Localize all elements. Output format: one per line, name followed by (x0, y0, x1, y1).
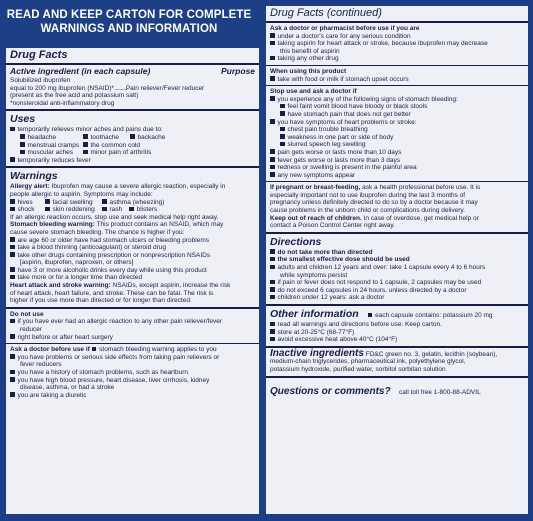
bullet-icon (20, 150, 25, 155)
questions-header: Questions or comments? (270, 385, 391, 397)
bullet-icon (270, 56, 275, 61)
text-fragment: you are taking a diuretic (17, 391, 87, 399)
text-fragment: have stomach pain that does not get better (287, 110, 411, 118)
allergy-after: If an allergic reaction occurs, stop use and seek medical help right away. (10, 213, 219, 221)
text-fragment: chest pain trouble breathing (287, 126, 368, 134)
directions-section (266, 234, 528, 306)
text-fragment: FD&C green no. 3, gelatin, lecithin (soybean), (363, 350, 498, 358)
stop-use-section (266, 86, 528, 182)
stop-use-item (270, 103, 524, 111)
active-ingredient-label: Active ingredient (in each capsule) (10, 66, 151, 76)
pharm-item (270, 55, 524, 63)
text-fragment: Ibuprofen may cause a severe allergic reaction, especially in (51, 183, 226, 191)
allergy-row (10, 206, 255, 214)
do-not-use-item (10, 334, 255, 342)
text-fragment: have 3 or more alcoholic drinks every day while using this product (17, 266, 207, 274)
text-fragment: you have high blood pressure, heart disease, liver cirrhosis, kidney (17, 376, 210, 384)
other-info-potassium (368, 312, 493, 319)
heart-text: higher if you use more than directed or for longer than directed. (10, 297, 192, 305)
stomach-warning (10, 221, 255, 229)
stomach-item (10, 252, 255, 260)
bullet-icon (10, 267, 15, 272)
allergy-text: people allergic to aspirin. Symptoms may include: (10, 190, 153, 198)
pregnancy-line: pregnancy unless definitely directed to do so by a doctor because it may (270, 199, 478, 207)
text-fragment: minor pain of arthritis (90, 149, 152, 157)
pharm-item (270, 40, 524, 48)
text-fragment: rash (109, 206, 123, 214)
directions-item (270, 279, 524, 287)
text-fragment: If pregnant or breast-feeding, (270, 184, 361, 192)
ingredient-line: Solubilized ibuprofen (10, 77, 71, 84)
heart-warning (10, 282, 255, 290)
stop-use-item (270, 157, 524, 165)
bullet-icon (280, 104, 285, 109)
do-not-use-section (6, 309, 259, 344)
bullet-icon (10, 207, 15, 212)
bullet-icon (270, 329, 275, 334)
bullet-icon (270, 96, 275, 101)
text-fragment: you have problems or serious side effects from taking pain relievers or (17, 353, 220, 361)
text-fragment: fever gets worse or lasts more than 3 days (277, 156, 400, 164)
bullet-icon (270, 322, 275, 327)
bullet-icon (10, 370, 15, 375)
text-fragment: In case of overdose, get medical help or (361, 214, 479, 222)
drug-facts-continued-title: Drug Facts (continued) (266, 6, 528, 23)
stop-use-item (270, 134, 524, 142)
stop-use-header: Stop use and ask a doctor if (270, 88, 357, 96)
drug-facts-left-panel (4, 46, 261, 516)
text-fragment: feel faint vomit blood have bloody or black stools (287, 103, 428, 111)
other-info-item (270, 336, 524, 344)
inactive-ingredients-section (266, 348, 528, 378)
ask-doctor-item (10, 377, 255, 385)
pregnancy-section (266, 182, 528, 234)
bullet-icon (270, 157, 275, 162)
bullet-icon (102, 199, 107, 204)
text-fragment: temporarily reduces fever (17, 156, 91, 164)
bullet-icon (130, 134, 135, 139)
uses-row (10, 134, 255, 142)
active-ingredient-section (6, 65, 259, 111)
text-fragment: right before or after heart surgery (17, 333, 113, 341)
pharm-item: this benefit of aspirin (280, 47, 340, 55)
bullet-icon (270, 76, 275, 81)
text-fragment: if you have ever had an allergic reaction to any other pain reliever/fever (17, 318, 223, 326)
pharm-item (270, 33, 524, 41)
bullet-icon (83, 150, 88, 155)
bullet-icon (270, 265, 275, 270)
stomach-item: [aspirin, ibuprofen, naproxen, or others] (20, 259, 134, 267)
ask-doctor-item (10, 369, 255, 377)
text-fragment: redness or swelling is present in the painful area (277, 164, 417, 172)
text-fragment: skin reddening (52, 206, 95, 214)
allergy-alert (10, 183, 255, 191)
bullet-icon (10, 275, 15, 280)
uses-last (10, 157, 255, 165)
text-fragment: backache (137, 133, 166, 141)
text-fragment: children under 12 years: ask a doctor (277, 294, 385, 302)
ingredient-purpose: Pain reliever/Fever reducer (125, 84, 205, 92)
questions-section (266, 378, 528, 401)
ask-doctor-section (6, 344, 259, 401)
stomach-text: cause severe stomach bleeding. The chance is higher if you: (10, 228, 185, 236)
bullet-icon (10, 245, 15, 250)
text-fragment: avoid excessive heat above 40°C (104°F) (277, 336, 398, 344)
bullet-icon (10, 127, 15, 132)
bullet-icon (45, 207, 50, 212)
text-fragment: hives (17, 198, 33, 206)
bullet-icon (83, 142, 88, 147)
do-not-use-item: reducer (20, 326, 43, 334)
text-fragment: blisters (136, 206, 158, 214)
carton-heading-line-1: READ AND KEEP CARTON FOR COMPLETE (6, 9, 252, 21)
text-fragment: Allergy alert: (10, 183, 50, 191)
stop-use-item (270, 149, 524, 157)
drug-facts-right-panel (264, 4, 530, 516)
directions-item (270, 249, 524, 257)
other-info-item (270, 321, 524, 329)
bullet-icon (270, 287, 275, 292)
bullet-icon (10, 319, 15, 324)
stop-use-item (270, 111, 524, 119)
bullet-icon (270, 172, 275, 177)
ingredient-line: *nonsteroidal anti-inflammatory drug (10, 99, 115, 107)
bullet-icon (270, 33, 275, 38)
pregnancy-line: cause problems in the unborn child or complications during delivery. (270, 207, 465, 215)
bullet-icon (280, 142, 285, 147)
ask-doctor-item (10, 392, 255, 400)
text-fragment: take more or for a longer time than directed (17, 274, 143, 282)
ask-doctor-pharmacist-section (266, 23, 528, 66)
text-fragment: This product contains an NSAID, which may (94, 221, 224, 229)
drug-facts-title: Drug Facts (6, 48, 259, 65)
text-fragment: Keep out of reach of children. (270, 214, 362, 222)
stop-use-item (270, 141, 524, 149)
bullet-icon (92, 347, 97, 352)
text-fragment: do not exceed 6 capsules in 24 hours, unless directed by a doctor (277, 286, 467, 294)
warnings-header: Warnings (10, 170, 58, 183)
directions-item (270, 287, 524, 295)
when-using-item (270, 76, 524, 84)
keep-out-line (270, 215, 524, 223)
active-ingredient-header (10, 66, 255, 77)
text-fragment: Heart attack and stroke warning: (10, 282, 111, 290)
text-fragment: the common cold (90, 141, 140, 149)
ask-doctor-item: fever reducers (20, 361, 62, 369)
text-fragment: take a blood thinning (anticoagulant) or steroid drug (17, 244, 167, 252)
text-fragment: menstrual cramps (27, 141, 80, 149)
bullet-icon (10, 392, 15, 397)
stomach-item (10, 237, 255, 245)
pregnancy-line: especially important not to use ibuprofen during the last 3 months of (270, 191, 466, 199)
text-fragment: read all warnings and directions before use. Keep carton. (277, 321, 442, 328)
uses-intro (10, 126, 255, 134)
bullet-icon (270, 165, 275, 170)
bullet-icon (10, 199, 15, 204)
text-fragment: any new symptoms appear (277, 171, 356, 179)
bullet-icon (129, 207, 134, 212)
text-fragment: you have symptoms of heart problems or stroke: (277, 118, 417, 126)
text-fragment: Stomach bleeding warning: (10, 221, 95, 229)
bullet-icon (10, 157, 15, 162)
do-not-use-item (10, 318, 255, 326)
text-fragment: each capsule contains: potassium 20 mg (375, 312, 493, 319)
uses-section (6, 111, 259, 168)
bullet-icon (270, 249, 275, 254)
text-fragment: headache (27, 133, 57, 141)
text-fragment: Ask a doctor before use if (10, 346, 90, 354)
directions-header: Directions (270, 235, 322, 248)
text-fragment: ask a health professional before use. It is (360, 184, 481, 192)
inactive-line: medium-chain triglycerides, pharmaceutical ink, polyethylene glycol, (270, 358, 466, 366)
carton-heading-line-2: WARNINGS AND INFORMATION (40, 23, 218, 35)
bullet-icon (102, 207, 107, 212)
stop-use-item (270, 172, 524, 180)
text-fragment: weakness in one part or side of body (287, 133, 394, 141)
text-fragment: asthma (wheezing) (109, 198, 165, 206)
ingredient-amount: equal to 200 mg ibuprofen (NSAID)* (10, 84, 115, 92)
stop-use-item (270, 96, 524, 104)
text-fragment: NSAIDs, except aspirin, increase the risk (110, 282, 231, 290)
stomach-item (10, 274, 255, 282)
text-fragment: if pain or fever does not respond to 1 capsule, 2 capsules may be used (277, 279, 482, 287)
stomach-item (10, 267, 255, 275)
inactive-line (270, 347, 524, 359)
pregnancy-line (270, 184, 524, 192)
bullet-icon (10, 334, 15, 339)
text-fragment: you have a history of stomach problems, such as heartburn (17, 369, 189, 376)
directions-item (270, 256, 524, 264)
uses-header: Uses (10, 113, 36, 126)
text-fragment: shock (17, 206, 35, 214)
warnings-section (6, 168, 259, 309)
other-info-header: Other information (270, 308, 359, 320)
ask-doctor-pharmacist-header: Ask a doctor or pharmacist before use if you are (270, 25, 420, 32)
bullet-icon (83, 134, 88, 139)
bullet-icon (20, 142, 25, 147)
text-fragment: take with food or milk if stomach upset occurs (277, 75, 409, 83)
allergy-row (10, 199, 255, 207)
text-fragment: you experience any of the following signs of stomach bleeding: (277, 95, 458, 103)
ask-doctor-item (10, 354, 255, 362)
text-fragment: stomach bleeding warning applies to you (99, 346, 217, 354)
text-fragment: are age 60 or older have had stomach ulcers or bleeding problems (17, 236, 210, 244)
text-fragment: taking aspirin for heart attack or stroke, because ibuprofen may decrease (277, 40, 488, 48)
directions-item (270, 294, 524, 302)
uses-row (10, 149, 255, 157)
text-fragment: pain gets worse or lasts more than 10 days (277, 148, 402, 156)
bullet-icon (270, 337, 275, 342)
carton-heading (4, 8, 254, 36)
when-using-header: When using this product (270, 67, 347, 75)
bullet-icon (270, 119, 275, 124)
ingredient-line: (present as the free acid and potassium salt) (10, 92, 139, 100)
bullet-icon (10, 377, 15, 382)
bullet-icon (270, 295, 275, 300)
bullet-icon (280, 127, 285, 132)
ingredient-line: equal to 200 mg ibuprofen (NSAID)*.........Pain reliever/Fever reducer (10, 84, 205, 92)
bullet-icon (280, 134, 285, 139)
bullet-icon (280, 111, 285, 116)
other-info-header-row (266, 306, 528, 320)
text-fragment: Inactive ingredients (270, 347, 364, 359)
text-fragment: slurred speech leg swelling (287, 141, 366, 149)
bullet-icon (10, 354, 15, 359)
stop-use-item (270, 119, 524, 127)
ask-doctor-item: disease, asthma, or had a stroke (20, 384, 115, 392)
when-using-section (266, 66, 528, 86)
text-fragment: store at 20-25°C (68-77°F) (277, 328, 355, 336)
bullet-icon (10, 237, 15, 242)
text-fragment: facial swelling (52, 198, 93, 206)
text-fragment: toothache (90, 133, 120, 141)
bullet-icon (270, 257, 275, 262)
bullet-icon (368, 313, 373, 318)
directions-item (270, 264, 524, 272)
stop-use-item (270, 126, 524, 134)
toll-free-number: call toll free 1-800-88-ADVIL (399, 388, 481, 396)
bullet-icon (270, 280, 275, 285)
bullet-icon (20, 134, 25, 139)
bullet-icon (45, 199, 50, 204)
heart-text: of heart attack, heart failure, and stroke. These can be fatal. The risk is (10, 289, 214, 297)
bullet-icon (10, 252, 15, 257)
text-fragment: temporarily relieves minor aches and pains due to: (17, 126, 163, 134)
text-fragment: taking any other drug (277, 55, 339, 63)
directions-item: while symptoms persist (280, 271, 348, 279)
text-fragment: take other drugs containing prescription or nonprescription NSAIDs (17, 251, 211, 259)
ask-doctor-header (10, 346, 255, 354)
do-not-use-header: Do not use (10, 310, 44, 318)
text-fragment: muscular aches (27, 149, 74, 157)
bullet-icon (270, 41, 275, 46)
text-fragment: the smallest effective dose should be used (277, 256, 410, 264)
stop-use-item (270, 164, 524, 172)
bullet-icon (270, 149, 275, 154)
text-fragment: adults and children 12 years and over: take 1 capsule every 4 to 6 hours (277, 264, 486, 272)
stomach-item (10, 244, 255, 252)
uses-row (10, 142, 255, 150)
other-info-section (266, 306, 528, 348)
inactive-line: potassium hydroxide, purified water, sorbitol sorbitan solution (270, 365, 446, 373)
text-fragment: under a doctor's care for any serious condition (277, 32, 411, 40)
keep-out-line: contact a Poison Control Center right away. (270, 222, 395, 230)
text-fragment: do not take more than directed (277, 248, 373, 256)
purpose-label: Purpose (220, 66, 255, 76)
